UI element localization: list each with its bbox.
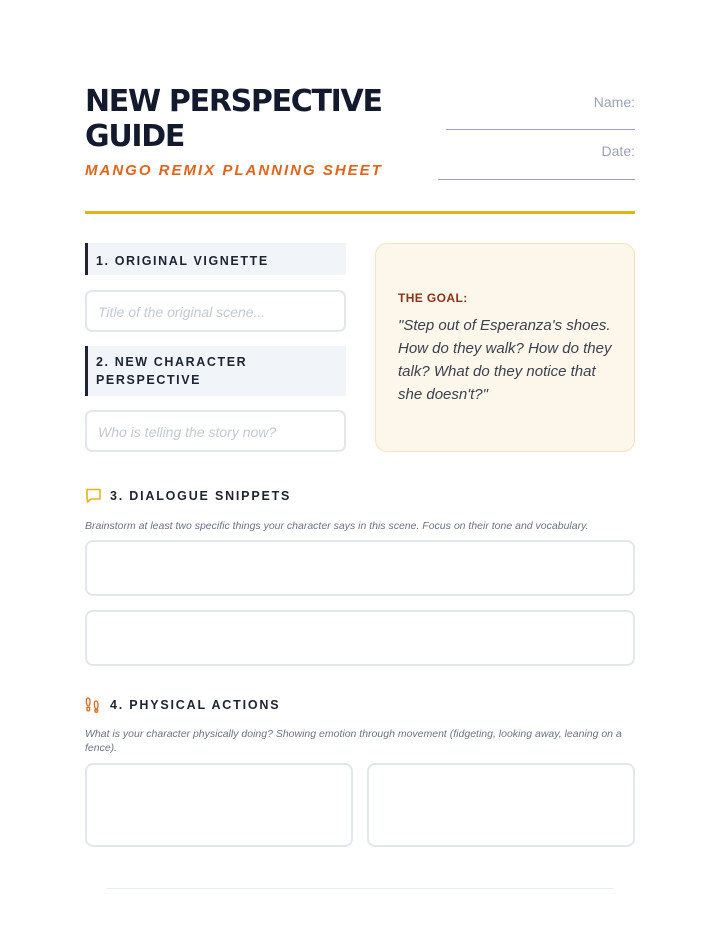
date-label: Date: bbox=[601, 143, 635, 159]
section-heading-new-character: 2. NEW CHARACTER PERSPECTIVE bbox=[85, 346, 346, 396]
goal-label: THE GOAL: bbox=[398, 291, 468, 305]
goal-card bbox=[375, 243, 635, 452]
new-character-input[interactable]: Who is telling the story now? bbox=[85, 410, 346, 452]
page-title: NEW PERSPECTIVE GUIDE bbox=[85, 84, 382, 154]
physical-actions-hint: What is your character physically doing? Showing emotion through movement (fidgeting, looking away, leaning on a fence). bbox=[85, 728, 622, 754]
physical-actions-heading-text: 4. PHYSICAL ACTIONS bbox=[110, 697, 281, 712]
page-subtitle: MANGO REMIX PLANNING SHEET bbox=[85, 162, 383, 179]
dialogue-hint: Brainstorm at least two specific things your character says in this scene. Focus on their tone and vocabulary. bbox=[85, 520, 589, 532]
speech-bubble-icon bbox=[85, 487, 102, 504]
dialogue-heading-text: 3. DIALOGUE SNIPPETS bbox=[110, 488, 292, 503]
dialogue-snippet-box-1[interactable] bbox=[85, 540, 635, 596]
footprints-icon bbox=[85, 696, 102, 713]
goal-quote: "Step out of Esperanza's shoes. How do they walk? How do they talk? What do they notice that she doesn't?" bbox=[398, 317, 612, 403]
section-heading-original-vignette: 1. ORIGINAL VIGNETTE bbox=[85, 243, 346, 275]
worksheet-page bbox=[85, 0, 635, 932]
date-field[interactable] bbox=[438, 179, 635, 180]
original-vignette-input[interactable]: Title of the original scene... bbox=[85, 290, 346, 332]
name-label: Name: bbox=[593, 94, 635, 110]
header-divider bbox=[85, 211, 635, 214]
physical-action-box-2[interactable] bbox=[367, 763, 635, 847]
footer-divider bbox=[107, 888, 613, 889]
section-heading-dialogue bbox=[85, 487, 291, 504]
dialogue-snippet-box-2[interactable] bbox=[85, 610, 635, 666]
name-field[interactable] bbox=[446, 129, 635, 130]
section-heading-physical-actions bbox=[85, 696, 280, 713]
physical-action-box-1[interactable] bbox=[85, 763, 353, 847]
